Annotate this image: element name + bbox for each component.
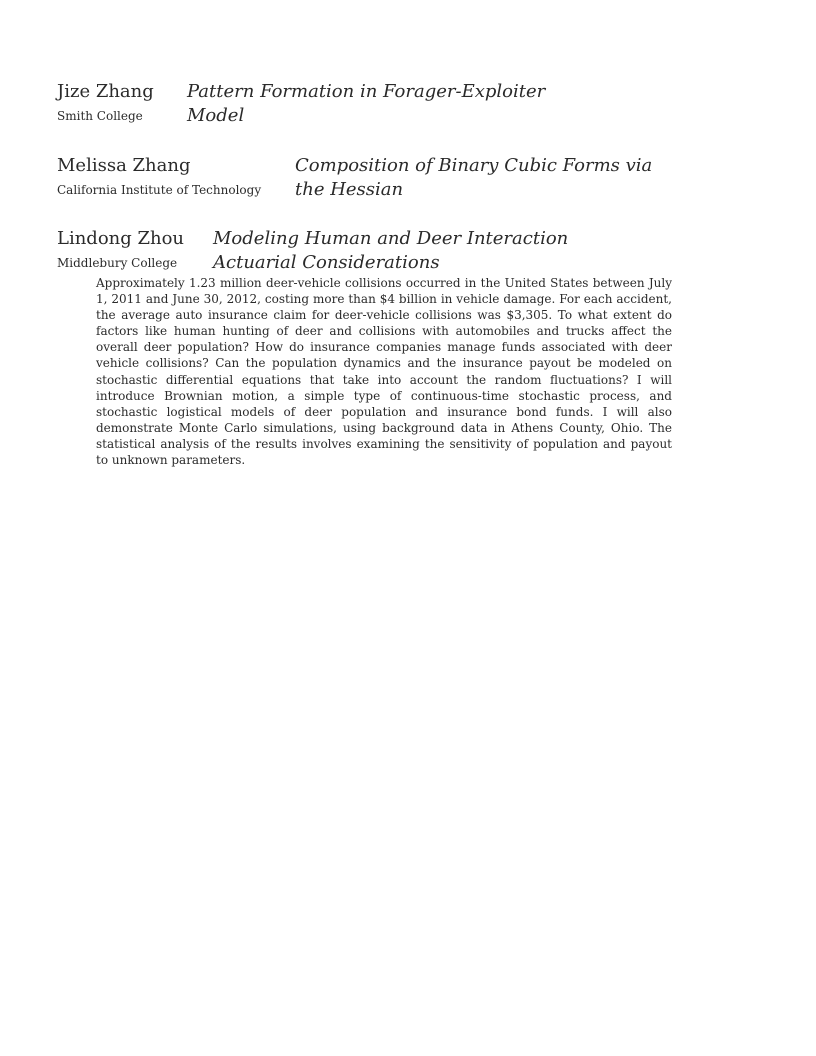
talk-title-line-2: Actuarial Considerations xyxy=(213,252,440,273)
author-affiliation: California Institute of Technology xyxy=(57,183,262,197)
abstract-text: Approximately 1.23 million deer-vehicle collisions occurred in the United States between July 1, 2011 and June 30, 2012, costing more than $4 billion in vehicle damage. For each accident, the average auto insurance claim for deer-vehicle collisions was $3,305. To what extent do factors like human hunting of deer and collisions with automobiles and trucks affect the overall deer population? How do insurance companies manage funds associated with deer vehicle collisions? Can the population dynamics and the insurance payout be modeled on stochastic differential equations that take into account the random fluctuations? I will introduce Brownian motion, a simple type of continuous-time stochastic process, and stochastic logistical models of deer population and insurance bond funds. I will also demonstrate Monte Carlo simulations, using background data in Athens County, Ohio. The statistical analysis of the results involves examining the sensitivity of population and payout to unknown parameters. xyxy=(96,276,672,468)
author-affiliation: Smith College xyxy=(57,109,143,123)
talk-title-line-1: Pattern Formation in Forager-Exploiter xyxy=(187,81,546,102)
talk-title-line-2: the Hessian xyxy=(295,179,404,200)
talk-title-line-1: Modeling Human and Deer Interaction xyxy=(213,228,569,249)
author-affiliation: Middlebury College xyxy=(57,256,178,270)
author-name: Lindong Zhou xyxy=(57,228,185,249)
author-name: Jize Zhang xyxy=(57,81,154,102)
talk-title-line-2: Model xyxy=(187,105,245,126)
talk-title-line-1: Composition of Binary Cubic Forms via xyxy=(295,155,653,176)
author-name: Melissa Zhang xyxy=(57,155,191,176)
